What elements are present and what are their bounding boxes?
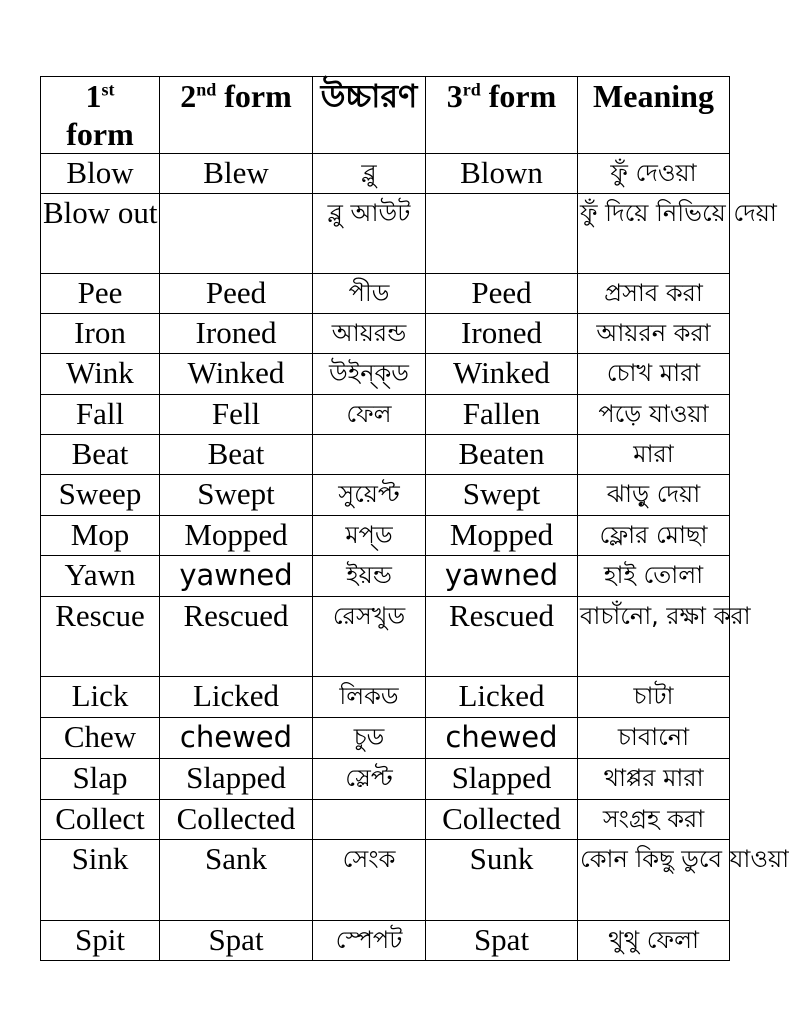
cell-first-form: Chew (41, 718, 160, 759)
cell-meaning: প্রসাব করা (578, 274, 730, 314)
cell-pronunciation: সুয়েপ্ট (313, 475, 426, 516)
cell-second-form: yawned (160, 556, 313, 597)
cell-meaning: মারা (578, 435, 730, 475)
cell-meaning: ফ্লোর মোছা (578, 516, 730, 556)
table-row (41, 556, 730, 597)
header-pronunciation: উচ্চারণ (313, 77, 426, 154)
cell-meaning: সংগ্রহ করা (578, 800, 730, 840)
cell-meaning: বাচাঁনো, রক্ষা করা (578, 597, 730, 677)
cell-meaning: থাপ্পর মারা (578, 759, 730, 800)
cell-second-form: Ironed (160, 314, 313, 354)
cell-pronunciation: ব্লু (313, 154, 426, 194)
table-row (41, 677, 730, 718)
cell-second-form: Swept (160, 475, 313, 516)
cell-pronunciation: ইয়ন্ড (313, 556, 426, 597)
header-second-form: 2nd form (160, 77, 313, 154)
cell-meaning: থুথু ফেলা (578, 921, 730, 961)
table-row (41, 354, 730, 395)
table-row (41, 840, 730, 921)
cell-third-form: Blown (426, 154, 578, 194)
cell-meaning: ফুঁ দিয়ে নিভিয়ে দেয়া (578, 194, 730, 274)
cell-third-form: chewed (426, 718, 578, 759)
cell-meaning: ফুঁ দেওয়া (578, 154, 730, 194)
cell-second-form: Slapped (160, 759, 313, 800)
header-row (41, 77, 730, 154)
cell-second-form: Winked (160, 354, 313, 395)
cell-second-form: Mopped (160, 516, 313, 556)
cell-meaning: ঝাড়ু দেয়া (578, 475, 730, 516)
verb-forms-table (40, 76, 789, 961)
header-meaning: Meaning (578, 77, 730, 154)
table-row (41, 921, 730, 961)
cell-third-form: Swept (426, 475, 578, 516)
table-row (41, 759, 730, 800)
cell-first-form: Collect (41, 800, 160, 840)
table-row (41, 516, 730, 556)
table-row (41, 154, 730, 194)
cell-pronunciation: উইন্‌ক্‌ড (313, 354, 426, 395)
cell-second-form: Sank (160, 840, 313, 921)
cell-third-form: yawned (426, 556, 578, 597)
cell-first-form: Slap (41, 759, 160, 800)
cell-first-form: Iron (41, 314, 160, 354)
cell-pronunciation: পীড (313, 274, 426, 314)
table-row (41, 718, 730, 759)
cell-meaning: আয়রন করা (578, 314, 730, 354)
cell-second-form: Blew (160, 154, 313, 194)
cell-pronunciation: ব্লু আউট (313, 194, 426, 274)
header-third-form: 3rd form (426, 77, 578, 154)
cell-third-form: Beaten (426, 435, 578, 475)
cell-pronunciation: মপ্‌ড (313, 516, 426, 556)
cell-third-form: Slapped (426, 759, 578, 800)
table-row (41, 435, 730, 475)
cell-third-form: Collected (426, 800, 578, 840)
cell-first-form: Spit (41, 921, 160, 961)
cell-second-form: Licked (160, 677, 313, 718)
cell-first-form: Blow (41, 154, 160, 194)
cell-first-form: Sink (41, 840, 160, 921)
cell-third-form: Licked (426, 677, 578, 718)
cell-first-form: Lick (41, 677, 160, 718)
cell-second-form: Beat (160, 435, 313, 475)
table-row (41, 395, 730, 435)
cell-pronunciation: স্লেপ্ট (313, 759, 426, 800)
cell-first-form: Pee (41, 274, 160, 314)
cell-pronunciation: লিকড (313, 677, 426, 718)
cell-pronunciation (313, 800, 426, 840)
cell-meaning: চাবানো (578, 718, 730, 759)
cell-second-form (160, 194, 313, 274)
cell-pronunciation: ফেল (313, 395, 426, 435)
cell-first-form: Mop (41, 516, 160, 556)
cell-third-form: Spat (426, 921, 578, 961)
cell-third-form: Mopped (426, 516, 578, 556)
cell-pronunciation: স্পেপট (313, 921, 426, 961)
table-row (41, 274, 730, 314)
cell-second-form: Collected (160, 800, 313, 840)
cell-pronunciation: রেসখুড (313, 597, 426, 677)
table-row (41, 194, 730, 274)
cell-meaning: হাই তোলা (578, 556, 730, 597)
cell-third-form: Winked (426, 354, 578, 395)
header-first-form: 1st form (41, 77, 160, 154)
cell-pronunciation: সেংক (313, 840, 426, 921)
cell-pronunciation: চুড (313, 718, 426, 759)
table-row (41, 597, 730, 677)
cell-pronunciation: আয়রন্ড (313, 314, 426, 354)
cell-meaning: পড়ে যাওয়া (578, 395, 730, 435)
cell-first-form: Rescue (41, 597, 160, 677)
cell-first-form: Wink (41, 354, 160, 395)
cell-second-form: Spat (160, 921, 313, 961)
cell-first-form: Fall (41, 395, 160, 435)
cell-first-form: Blow out (41, 194, 160, 274)
cell-second-form: chewed (160, 718, 313, 759)
cell-third-form: Peed (426, 274, 578, 314)
cell-second-form: Rescued (160, 597, 313, 677)
cell-third-form (426, 194, 578, 274)
cell-meaning: চোখ মারা (578, 354, 730, 395)
cell-pronunciation (313, 435, 426, 475)
cell-meaning: কোন কিছু ডুবে যাওয়া (578, 840, 730, 921)
cell-second-form: Peed (160, 274, 313, 314)
table-row (41, 800, 730, 840)
table-row (41, 314, 730, 354)
cell-third-form: Ironed (426, 314, 578, 354)
cell-third-form: Sunk (426, 840, 578, 921)
table-row (41, 475, 730, 516)
cell-third-form: Rescued (426, 597, 578, 677)
cell-second-form: Fell (160, 395, 313, 435)
cell-first-form: Yawn (41, 556, 160, 597)
cell-first-form: Sweep (41, 475, 160, 516)
cell-first-form: Beat (41, 435, 160, 475)
cell-third-form: Fallen (426, 395, 578, 435)
cell-meaning: চাটা (578, 677, 730, 718)
